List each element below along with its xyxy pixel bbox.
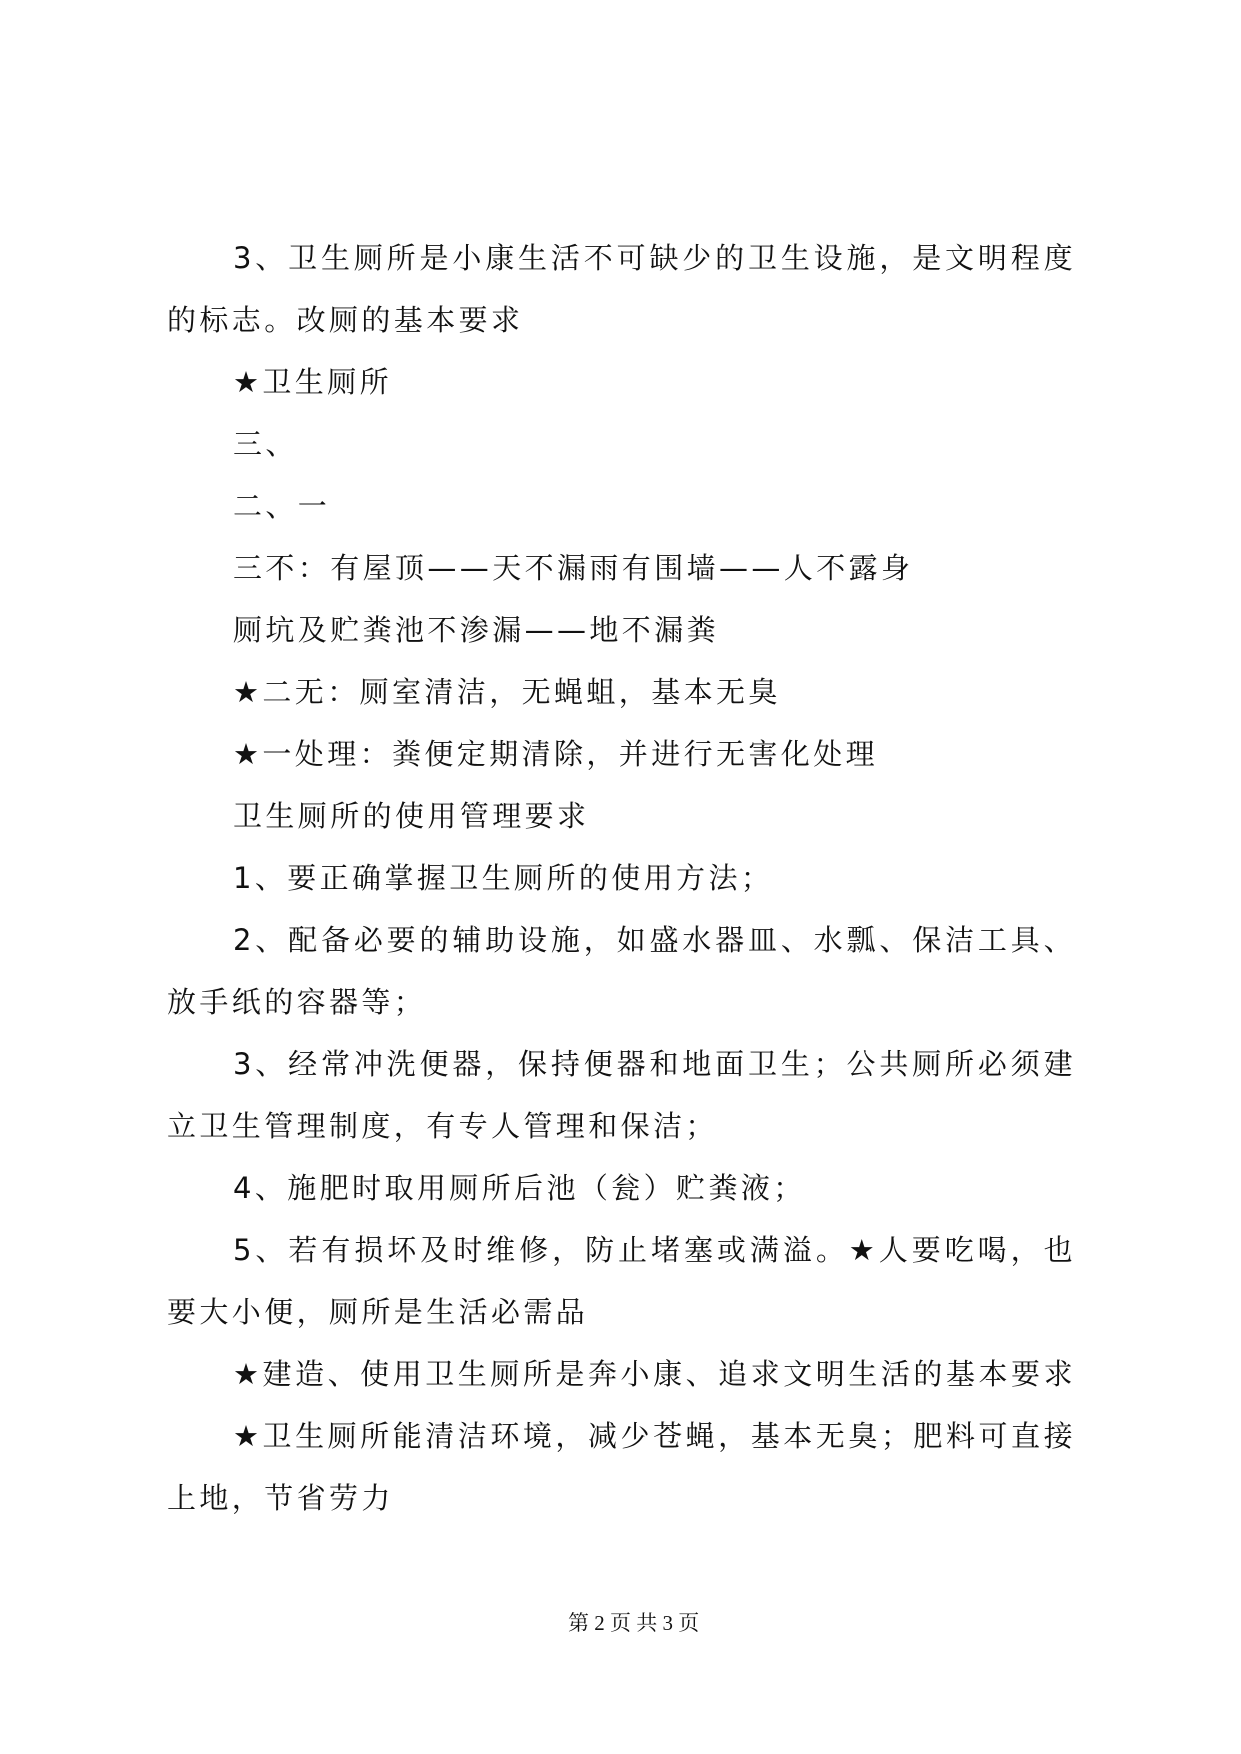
document-body xyxy=(167,227,1087,1529)
list-item-5-line-2: 要大小便，厕所是生活必需品 xyxy=(167,1295,589,1329)
paragraph-4: 二、一 xyxy=(233,489,331,523)
paragraph-1-line-2: 的标志。改厕的基本要求 xyxy=(167,303,524,337)
list-item-5-line-1: 5、若有损坏及时维修，防止堵塞或满溢。★人要吃喝，也 xyxy=(233,1233,1076,1267)
list-item-3-line-2: 立卫生管理制度，有专人管理和保洁； xyxy=(167,1109,718,1143)
list-item-4: 4、施肥时取用厕所后池（瓮）贮粪液； xyxy=(233,1171,806,1205)
paragraph-star-benefit-line-1: ★卫生厕所能清洁环境，减少苍蝇，基本无臭；肥料可直接 xyxy=(233,1419,1076,1453)
list-item-2-line-1: 2、配备必要的辅助设施，如盛水器皿、水瓢、保洁工具、 xyxy=(233,923,1076,957)
list-item-2-line-2: 放手纸的容器等； xyxy=(167,985,427,1019)
paragraph-7: ★二无：厕室清洁，无蝇蛆，基本无臭 xyxy=(233,675,781,709)
paragraph-8: ★一处理：粪便定期清除，并进行无害化处理 xyxy=(233,737,878,771)
paragraph-star-requirement: ★建造、使用卫生厕所是奔小康、追求文明生活的基本要求 xyxy=(233,1357,1076,1391)
paragraph-1-line-1: 3、卫生厕所是小康生活不可缺少的卫生设施，是文明程度 xyxy=(233,241,1076,275)
list-item-1: 1、要正确掌握卫生厕所的使用方法； xyxy=(233,861,774,895)
section-heading: 卫生厕所的使用管理要求 xyxy=(233,799,590,833)
page-number-footer: 第 2 页 共 3 页 xyxy=(568,1611,700,1635)
list-item-3-line-1: 3、经常冲洗便器，保持便器和地面卫生；公共厕所必须建 xyxy=(233,1047,1076,1081)
paragraph-6: 厕坑及贮粪池不渗漏——地不漏粪 xyxy=(233,613,720,647)
paragraph-3: 三、 xyxy=(233,427,298,461)
paragraph-star-benefit-line-2: 上地，节省劳力 xyxy=(167,1481,394,1515)
paragraph-5: 三不：有屋顶——天不漏雨有围墙——人不露身 xyxy=(233,551,914,585)
paragraph-2: ★卫生厕所 xyxy=(233,365,392,399)
